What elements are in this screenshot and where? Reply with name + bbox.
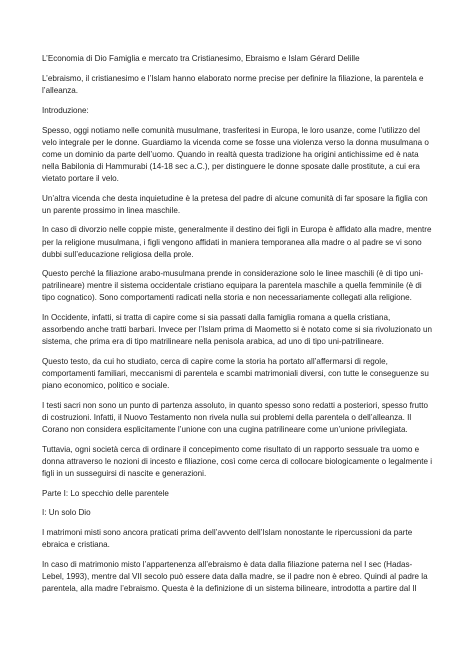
section-heading-parte-i: Parte I: Lo specchio delle parentele bbox=[42, 488, 169, 498]
document-body bbox=[42, 53, 434, 603]
paragraph: Spesso, oggi notiamo nelle comunità musulmane, trasferitesi in Europa, le loro usanze, come l’utilizzo del velo integrale per le donne. Guardiamo la vicenda come se fosse una violenza verso la donna musulmana o come un dominio da parte dell’uomo. Quando in realtà questa tradizione ha origini antichissime ed è nata nella Babilonia di Hammurabi (14-18 sec a.C.), per distinguere le donne sposate dalle prostitute, a cui era vietato portare il velo. bbox=[42, 125, 429, 183]
paragraph: I testi sacri non sono un punto di partenza assoluto, in quanto spesso sono redatti a posteriori, spesso frutto di costruzioni. Infatti, il Nuovo Testamento non rivela nulla sui problemi della parentela o dell’alleanza. Il Corano non considera esplicitamente l’unione con una cugina patrilineare come un’unione privilegiata. bbox=[42, 400, 429, 435]
paragraph: Questo testo, da cui ho studiato, cerca di capire come la storia ha portato all’affermarsi di regole, comportamenti familiari, meccanismi di parentela e scambi matrimoniali diversi, con tutte le conseguenze su piano economico, politico e sociale. bbox=[42, 357, 429, 391]
paragraph: In Occidente, infatti, si tratta di capire come si sia passati dalla famiglia romana a quella cristiana, assorbendo anche tratti barbari. Invece per l’Islam prima di Maometto si è notato come si sia rivoluzionato un sistema, che prima era di tipo matrilineare nella penisola arabica, ad uno di tipo uni-patrilineare. bbox=[42, 313, 433, 347]
section-heading-un-solo-dio: I: Un solo Dio bbox=[42, 508, 91, 518]
paragraph: Questo perché la filiazione arabo-musulmana prende in considerazione solo le linee maschili (è di tipo uni-patrilineare) mentre il sistema occidentale cristiano equipara la parentela maschile a quella femminile (è di tipo cognatico). Sono comportamenti radicati nella storia e non necessariamente collegati alla religione. bbox=[42, 269, 424, 303]
paragraph: Un’altra vicenda che desta inquietudine è la pretesa del padre di alcune comunità di far sposare la figlia con un parente prossimo in linea maschile. bbox=[42, 193, 428, 215]
paragraph: In caso di divorzio nelle coppie miste, generalmente il destino dei figli in Europa è affidato alla madre, mentre per la religione musulmana, i figli vengono affidati in maniera temporanea alla madre o al padre se vi sono dubbi sull’educazione religiosa della prole. bbox=[42, 225, 432, 259]
paragraph: In caso di matrimonio misto l’appartenenza all’ebraismo è data dalla filiazione paterna nel I sec (Hadas-Lebel, 1993), mentre dal VII secolo può essere data dalla madre, se il padre non è ebreo. Quindi al padre la parentela, alla madre l’ebraismo. Questa è la definizione di un sistema bilineare, introdotta a partire dal II bbox=[42, 559, 428, 593]
document-title: L’Economia di Dio Famiglia e mercato tra Cristianesimo, Ebraismo e Islam Gérard Delille bbox=[42, 54, 360, 63]
section-heading-introduzione: Introduzione: bbox=[42, 105, 89, 115]
paragraph: I matrimoni misti sono ancora praticati prima dell’avvento dell’Islam nonostante le ripercussioni da parte ebraica e cristiana. bbox=[42, 528, 413, 550]
paragraph: Tuttavia, ogni società cerca di ordinare il concepimento come risultato di un rapporto sessuale tra uomo e donna attraverso le nozioni di incesto e filiazione, così come cerca di collocare biologicamente o legalmente i figli in un susseguirsi di nascite e generazioni. bbox=[42, 444, 433, 478]
paragraph-intro-summary: L’ebraismo, il cristianesimo e l’Islam hanno elaborato norme precise per definire la filiazione, la parentela e l’alleanza. bbox=[42, 74, 424, 96]
